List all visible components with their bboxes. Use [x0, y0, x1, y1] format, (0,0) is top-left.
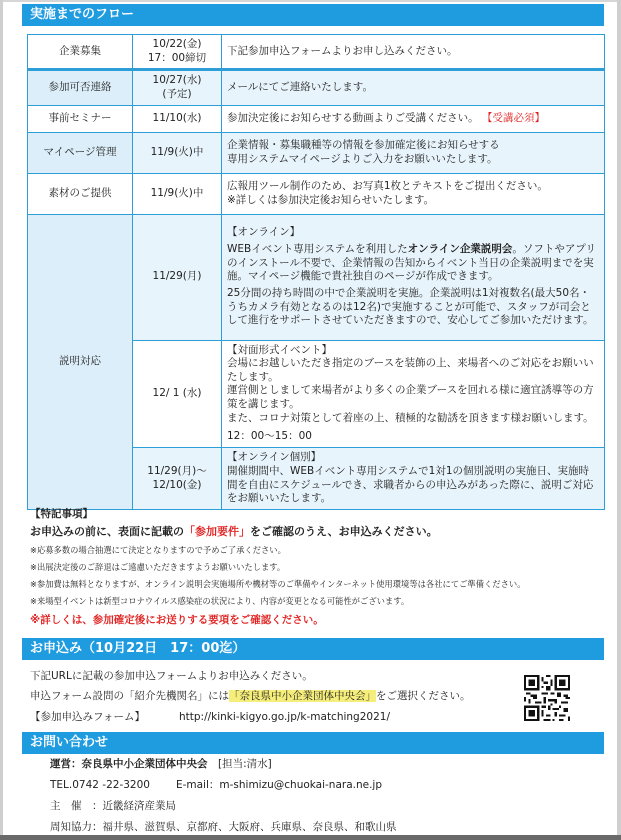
text-span: 申込フォーム設問の「紹介先機関名」には: [30, 690, 229, 702]
qr-code-icon[interactable]: [524, 675, 570, 721]
table-row: [28, 105, 605, 132]
contact-coop-line: 周知協力：福井県、滋賀県、京都府、大阪府、兵庫県、奈良県、和歌山県: [50, 821, 397, 833]
requirement-emphasis: 「参加要件」: [184, 525, 250, 538]
taimen-line-1: 会場にお越しいただき指定のブースを装飾の上、来場者へのご対応をお願いいたします。: [227, 357, 594, 383]
row-description: [222, 173, 605, 214]
row-item-label: マイページ管理: [28, 132, 133, 173]
date-line: 10/27(水): [152, 74, 202, 87]
apply-line-1: 下記URLに記載の参加申込フォームよりお申込みください。: [30, 670, 313, 682]
online-paragraph-1: [227, 243, 599, 284]
online-date: 11/29(月): [133, 214, 222, 340]
table-row: [28, 214, 605, 340]
online-paragraph-2: 25分間の持ち時間の中で企業説明を実施。企業説明は1対複数名(最大50名・うちカメラ有効となるのは12名)で実施することが可能で、スタッフが司会として進行をサポートさせていただきますので、安心してご参加いただけます。: [227, 286, 594, 327]
apply-form-url[interactable]: http://kinki-kigyo.go.jp/k-matching2021/: [178, 711, 390, 723]
description-line: 企業情報・募集職種等の情報を参加確定後にお知らせする: [227, 138, 500, 151]
apply-section-header: お申込み（10月22日 17：00迄）: [22, 638, 604, 660]
contact-tel-line: [50, 777, 397, 792]
note-item: ※来場型イベントは新型コロナウイルス感染症の状況により、内容が変更となる可能性がございます。: [30, 596, 410, 606]
kobetsu-date: [133, 448, 222, 510]
table-row: [28, 70, 605, 105]
row-description: メールにてご連絡いたします。: [222, 70, 605, 105]
row-description: 下記参加申込フォームよりお申し込みください。: [222, 35, 605, 70]
date-line: 12/10(金): [152, 478, 202, 491]
apply-form-line: [30, 709, 590, 724]
taimen-tag: 【対面形式イベント】: [227, 343, 332, 356]
taimen-time: 12：00～15：00: [227, 430, 312, 443]
date-line: (予定): [162, 87, 192, 100]
row-item-label: 事前セミナー: [28, 105, 133, 132]
text-span: WEBイベント専用システムを利用した: [227, 242, 408, 255]
note-item: ※参加費は無料となりますが、オンライン説明会実施場所や機材等のご準備やインターネット使用環境等は各社にてご準備ください。: [30, 579, 526, 589]
kobetsu-text: 開催期間中、WEBイベント専用システムで1対1の個別説明の実施日、実施時間を自由にスケジュールでき、求職者からの申込みがあった際に、説明ご対応をお願いいたします。: [227, 464, 594, 505]
row-item-label: 企業募集: [28, 35, 133, 70]
note-item: ※応募多数の場合抽選にて決定となりますので予めご了承ください。: [30, 545, 286, 555]
kobetsu-tag: 【オンライン個別】: [227, 451, 322, 464]
org-name: 奈良県中小企業団体中央会: [81, 758, 208, 770]
special-notes: [30, 506, 605, 627]
taimen-date: 12/ 1 (水): [133, 340, 222, 447]
form-label: 【参加申込みフォーム】: [30, 711, 145, 723]
taimen-description: [222, 340, 605, 447]
text-span: をご選択ください。: [375, 690, 471, 702]
text-span: 。ソフトやアプリのインストール不要で、企業情報の告知からイベント当日の企業説明までを実施。マイページ機能で貴社独自のページが作成できます。: [227, 242, 596, 283]
table-row: [28, 173, 605, 214]
org-label: 運営：: [50, 758, 82, 770]
description-text: 参加決定後にお知らせする動画よりご受講ください。: [227, 111, 479, 124]
table-row: [28, 132, 605, 173]
text-span: をご確認のうえ、お申込みください。: [250, 525, 438, 538]
contact-tel: TEL.0742 -22-3200: [50, 779, 150, 791]
row-date: [133, 70, 222, 105]
flow-section-header: 実施までのフロー: [22, 4, 604, 26]
description-line: 専用システムマイページよりご入力をお願いいたします。: [227, 152, 498, 165]
taimen-line-3: また、コロナ対策として着座の上、積極的な勧誘を頂きます様お願いします。: [227, 411, 594, 424]
window-frame-left: [0, 0, 3, 840]
contact-person: [担当:清水]: [218, 758, 272, 770]
required-badge: 【受講必須】: [482, 111, 546, 124]
notes-lead: [30, 523, 605, 539]
highlighted-org-name: 「奈良県中小企業団体中央会」: [228, 690, 376, 702]
setsumei-item-label: 説明対応: [28, 214, 133, 509]
row-date: 11/10(水): [133, 105, 222, 132]
description-line: ※詳しくは参加決定後お知らせいたします。: [227, 193, 435, 206]
note-item: ※出展決定後のご辞退はご遠慮いただきますようお願いいたします。: [30, 562, 286, 572]
contact-org-line: [50, 756, 397, 771]
kobetsu-description: [222, 448, 605, 510]
row-description: [222, 132, 605, 173]
taimen-line-2: 運営側としまして来場者がより多くの企業ブースを回れる様に適宜誘導等の方策を講じます。: [227, 384, 594, 411]
date-line: 17：00締切: [147, 51, 207, 64]
row-item-label: 参加可否連絡: [28, 70, 133, 105]
online-description: [222, 214, 605, 340]
row-date: [133, 35, 222, 70]
notes-title: 【特記事項】: [30, 508, 93, 520]
date-line: 10/22(金): [152, 38, 202, 50]
window-frame-top: [0, 0, 621, 2]
row-item-label: 素材のご提供: [28, 173, 133, 214]
date-line: 11/29(月)～: [147, 464, 207, 477]
flow-table: [27, 34, 605, 510]
contact-section: [50, 756, 397, 840]
apply-section: [30, 668, 590, 729]
row-date: 11/9(火)中: [133, 173, 222, 214]
apply-line-2: [30, 688, 590, 703]
table-row: [28, 35, 605, 70]
bold-text: オンライン企業説明会: [407, 242, 513, 255]
row-date: 11/9(火)中: [133, 132, 222, 173]
contact-host-line: 主 催 ：近畿経済産業局: [50, 800, 176, 812]
contact-email[interactable]: E-mail：m-shimizu@chuokai-nara.ne.jp: [175, 779, 383, 791]
contact-section-header: お問い合わせ: [22, 732, 604, 754]
window-frame-right: [617, 0, 621, 840]
row-description: [222, 105, 605, 132]
text-span: お申込みの前に、表面に記載の: [30, 525, 184, 538]
notes-red-warning: ※詳しくは、参加確定後にお送りする要項をご確認ください。: [30, 614, 324, 626]
description-line: 広報用ツール制作のため、お写真1枚とテキストをご提出ください。: [227, 179, 548, 192]
online-tag: 【オンライン】: [227, 226, 301, 239]
